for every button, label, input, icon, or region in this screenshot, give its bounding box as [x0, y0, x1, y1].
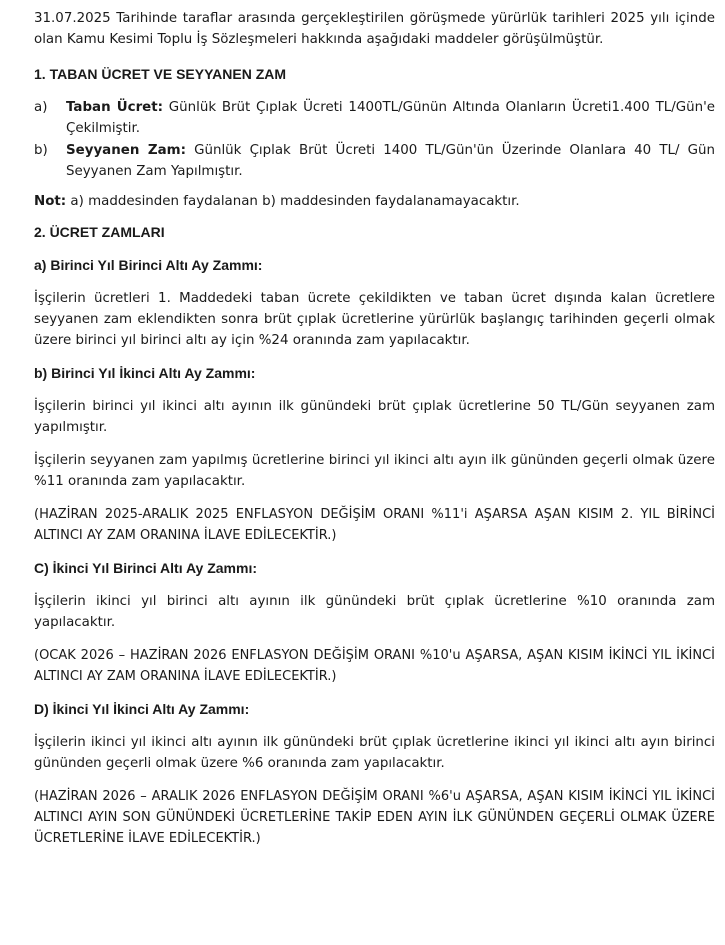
- item-title: Taban Ücret:: [66, 100, 164, 115]
- subsection-a-heading: a) Birinci Yıl Birinci Altı Ay Zammı:: [34, 257, 263, 273]
- subsection-b-heading: b) Birinci Yıl İkinci Altı Ay Zammı:: [34, 365, 256, 381]
- section-2-heading: 2. ÜCRET ZAMLARI: [34, 224, 165, 240]
- section-1-item-b: [34, 140, 715, 182]
- subsection-b-inflation-note: (HAZİRAN 2025-ARALIK 2025 ENFLASYON DEĞİŞİM ORANI %11'i AŞARSA AŞAN KISIM 2. YIL BİRİNCİ ALTINCI AY ZAM ORANINA İLAVE EDİLECEKTİR.): [34, 507, 715, 543]
- item-body: Günlük Brüt Çıplak Ücreti 1400TL/Günün Altında Olanların Ücreti1.400 TL/Gün'e Çekilmiştir.: [66, 100, 715, 136]
- item-label: b): [34, 143, 48, 158]
- item-text: [66, 97, 715, 139]
- subsection-a-paragraph: İşçilerin ücretleri 1. Maddedeki taban ücrete çekildikten ve taban ücret dışında kalan ücretlere seyyanen zam eklendikten sonra brüt çıplak ücretlerine yürürlük başlangıç tarihinden geçerli olmak üzere birinci yıl birinci altı ay için %24 oranında zam yapılacaktır.: [34, 291, 715, 348]
- intro-paragraph: 31.07.2025 Tarihinde taraflar arasında gerçekleştirilen görüşmede yürürlük tarihleri 2025 yılı içinde olan Kamu Kesimi Toplu İş Sözleşmeleri hakkında aşağıdaki maddeler görüşülmüştür.: [34, 11, 715, 47]
- subsection-d-paragraph: İşçilerin ikinci yıl ikinci altı ayının ilk günündeki brüt çıplak ücretlerine ikinci yıl ikinci altı ayın birinci gününden geçerli olmak üzere %6 oranında zam yapılacaktır.: [34, 735, 715, 771]
- subsection-d-inflation-note: (HAZİRAN 2026 – ARALIK 2026 ENFLASYON DEĞİŞİM ORANI %6'u AŞARSA, AŞAN KISIM İKİNCİ YIL İKİNCİ ALTINCI AYIN SON GÜNÜNDEKİ ÜCRETLERİNE TAKİP EDEN AYIN İLK GÜNÜNDEN GEÇERLİ OLMAK ÜZERE ÜCRETLERİNE İLAVE EDİLECEKTİR.): [34, 789, 715, 846]
- subsection-b-paragraph-1: İşçilerin birinci yıl ikinci altı ayının ilk günündeki brüt çıplak ücretlerine 50 TL/Gün seyyanen zam yapılmıştır.: [34, 399, 715, 435]
- subsection-c-heading: C) İkinci Yıl Birinci Altı Ay Zammı:: [34, 560, 258, 576]
- note: [34, 191, 715, 212]
- subsection-d-heading: D) İkinci Yıl İkinci Altı Ay Zammı:: [34, 701, 250, 717]
- note-text: a) maddesinden faydalanan b) maddesinden faydalanamayacaktır.: [66, 194, 520, 209]
- note-label: Not:: [34, 194, 67, 209]
- subsection-c-inflation-note: (OCAK 2026 – HAZİRAN 2026 ENFLASYON DEĞİŞİM ORANI %10'u AŞARSA, AŞAN KISIM İKİNCİ YIL İKİNCİ ALTINCI AY ZAM ORANINA İLAVE EDİLECEKTİR.): [34, 648, 715, 684]
- subsection-c-paragraph: İşçilerin ikinci yıl birinci altı ayının ilk günündeki brüt çıplak ücretlerine %10 oranında zam yapılacaktır.: [34, 594, 715, 630]
- subsection-b-paragraph-2: İşçilerin seyyanen zam yapılmış ücretlerine birinci yıl ikinci altı ayın ilk gününden geçerli olmak üzere %11 oranında zam yapılacaktır.: [34, 453, 715, 489]
- section-1-item-a: [34, 97, 715, 139]
- section-1-heading: 1. TABAN ÜCRET VE SEYYANEN ZAM: [34, 66, 287, 82]
- item-text: [66, 140, 715, 182]
- item-label: a): [34, 100, 48, 115]
- item-title: Seyyanen Zam:: [66, 143, 186, 158]
- item-body: Günlük Çıplak Brüt Ücreti 1400 TL/Gün'ün Üzerinde Olanlara 40 TL/ Gün Seyyanen Zam Yapılmıştır.: [66, 143, 715, 179]
